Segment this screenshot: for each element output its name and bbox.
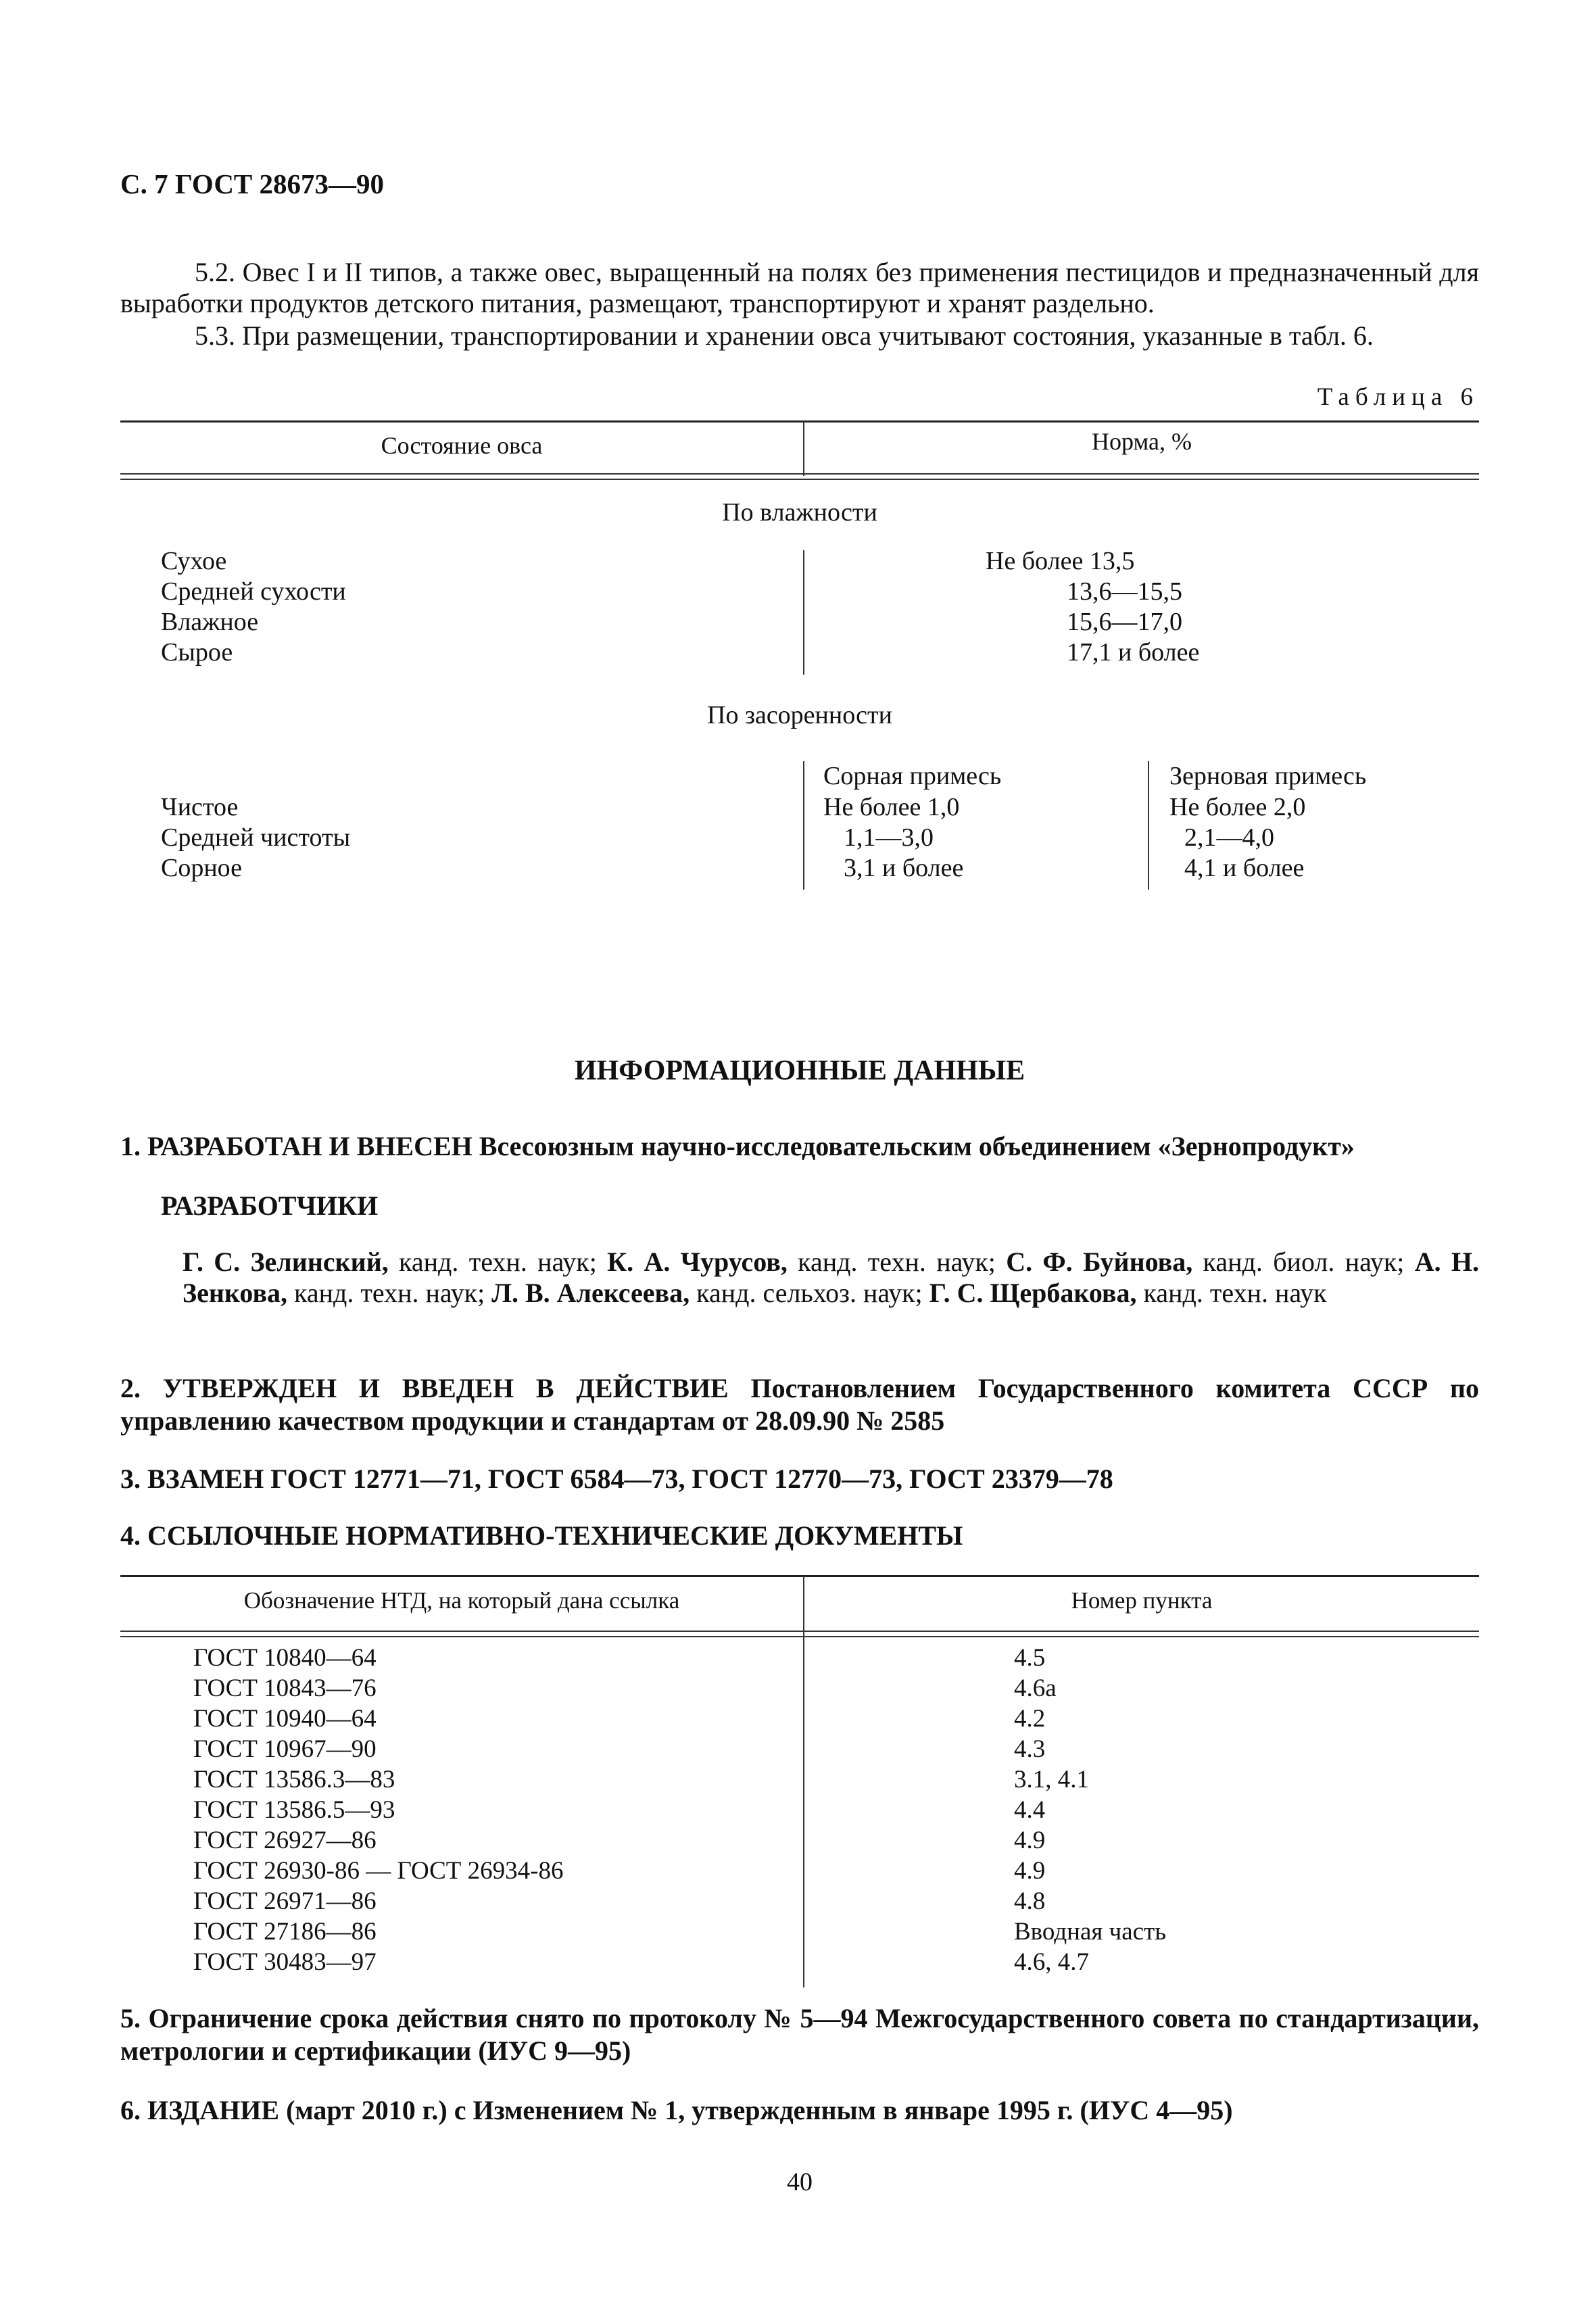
ref-clause: 4.4 xyxy=(1014,1796,1046,1824)
paragraph-5-2: 5.2. Овес I и II типов, а также овес, выращенный на полях без применения пестицидов и предназначенный для выработки продуктов детского питания, размещают, транспортируют и хранят раздельно. xyxy=(120,257,1479,318)
developer-name: С. Ф. Буйнова, xyxy=(1006,1247,1193,1277)
developer-degree: канд. биол. наук; xyxy=(1192,1247,1415,1277)
paragraph-5-3: 5.3. При размещении, транспортировании и хранении овса учитывают состояния, указанные в табл. 6. xyxy=(195,320,1374,351)
moisture-state: Сухое xyxy=(161,547,227,575)
table-6-col-state: Состояние овса xyxy=(381,432,543,459)
section-moisture: По влажности xyxy=(722,498,877,527)
grain-value: 2,1—4,0 xyxy=(1184,823,1274,852)
info-item-3: 3. ВЗАМЕН ГОСТ 12771—71, ГОСТ 6584—73, ГОСТ 12770—73, ГОСТ 23379—78 xyxy=(120,1464,1113,1494)
page-header: С. 7 ГОСТ 28673—90 xyxy=(120,168,385,199)
weed-value: 1,1—3,0 xyxy=(844,823,934,852)
developer-degree: канд. техн. наук; xyxy=(388,1247,608,1277)
developer-name: Л. В. Алексеева, xyxy=(491,1278,690,1308)
ref-docs xyxy=(193,1643,563,1977)
table-6-label: Таблица 6 xyxy=(1317,383,1479,411)
weed-header xyxy=(823,761,1001,792)
ref-doc: ГОСТ 13586.5—93 xyxy=(193,1796,395,1824)
moisture-divider xyxy=(803,550,804,675)
developer-name: Г. С. Зелинский, xyxy=(183,1247,389,1277)
grain-values xyxy=(1169,792,1305,884)
ref-clause: 4.9 xyxy=(1014,1857,1046,1885)
ref-clause: 4.9 xyxy=(1014,1827,1046,1854)
ref-clause: 4.8 xyxy=(1014,1887,1046,1915)
ref-col-clause: Номер пункта xyxy=(1071,1587,1213,1614)
weed-values xyxy=(823,792,963,884)
moisture-norm: Не более 13,5 xyxy=(986,547,1135,575)
grain-header-label: Зерновая примесь xyxy=(1169,762,1367,790)
ref-clauses xyxy=(1014,1643,1166,1977)
developer-name: Г. С. Щербакова, xyxy=(929,1278,1137,1308)
info-title: ИНФОРМАЦИОННЫЕ ДАННЫЕ xyxy=(574,1055,1025,1086)
contamination-state: Чистое xyxy=(161,793,239,821)
developer-name: К. А. Чурусов, xyxy=(607,1247,788,1277)
developer-degree: канд. сельхоз. наук; xyxy=(690,1278,929,1308)
ref-table-divider xyxy=(803,1632,804,1987)
weed-value: Не более 1,0 xyxy=(823,793,960,821)
weed-value: 3,1 и более xyxy=(844,854,964,882)
ref-doc: ГОСТ 30483—97 xyxy=(193,1948,377,1976)
info-item-6: 6. ИЗДАНИЕ (март 2010 г.) с Изменением № 1, утвержденным в январе 1995 г. (ИУС 4—95) xyxy=(120,2095,1233,2125)
moisture-norm: 15,6—17,0 xyxy=(1067,608,1182,636)
moisture-state: Влажное xyxy=(161,608,259,636)
ref-doc: ГОСТ 10940—64 xyxy=(193,1705,377,1733)
grain-value: 4,1 и более xyxy=(1184,854,1305,882)
ref-table-top-rule xyxy=(120,1575,1479,1577)
developers-list xyxy=(183,1247,1479,1309)
table-6-header-rule xyxy=(120,473,1479,480)
weed-header-label: Сорная примесь xyxy=(823,762,1002,790)
ref-clause: Вводная часть xyxy=(1014,1918,1167,1946)
moisture-norm: 13,6—15,5 xyxy=(1067,577,1182,606)
ref-clause: 4.6а xyxy=(1014,1674,1057,1702)
contamination-state: Средней чистоты xyxy=(161,823,351,852)
info-item-1: 1. РАЗРАБОТАН И ВНЕСЕН Всесоюзным научно-исследовательским объединением «Зернопродукт» xyxy=(120,1131,1355,1161)
contamination-divider-1 xyxy=(803,761,804,890)
developer-degree: канд. техн. наук; xyxy=(287,1278,492,1308)
developer-name: А. Н. Зенкова, xyxy=(183,1247,1479,1308)
ref-doc: ГОСТ 26971—86 xyxy=(193,1887,377,1915)
grain-header xyxy=(1169,761,1366,792)
info-item-2: 2. УТВЕРЖДЕН И ВВЕДЕН В ДЕЙСТВИЕ Постановлением Государственного комитета СССР по управлению качеством продукции и стандартам от 28.09.90 № 2585 xyxy=(120,1373,1479,1436)
section-contamination: По засоренности xyxy=(707,701,892,729)
contamination-state: Сорное xyxy=(161,854,243,882)
ref-doc: ГОСТ 10843—76 xyxy=(193,1674,377,1702)
info-item-4: 4. ССЫЛОЧНЫЕ НОРМАТИВНО-ТЕХНИЧЕСКИЕ ДОКУМЕНТЫ xyxy=(120,1520,963,1551)
moisture-norm: 17,1 и более xyxy=(1067,638,1200,667)
ref-doc: ГОСТ 26930-86 — ГОСТ 26934-86 xyxy=(193,1857,564,1885)
ref-clause: 4.5 xyxy=(1014,1644,1046,1672)
ref-col-doc: Обозначение НТД, на который дана ссылка xyxy=(243,1587,680,1614)
contamination-states xyxy=(161,792,350,884)
moisture-states xyxy=(161,546,346,668)
moisture-state: Сырое xyxy=(161,638,233,667)
ref-doc: ГОСТ 10967—90 xyxy=(193,1735,377,1763)
ref-doc: ГОСТ 27186—86 xyxy=(193,1918,377,1946)
page-number: 40 xyxy=(787,2168,813,2196)
developer-degree: канд. техн. наук xyxy=(1136,1278,1327,1308)
ref-clause: 4.2 xyxy=(1014,1705,1046,1733)
ref-clause: 4.3 xyxy=(1014,1735,1046,1763)
table-6-top-rule xyxy=(120,420,1479,423)
ref-doc: ГОСТ 13586.3—83 xyxy=(193,1766,395,1793)
info-item-5: 5. Ограничение срока действия снято по протоколу № 5—94 Межгосударственного совета по стандартизации, метрологии и сертификации (ИУС 9—95) xyxy=(120,2003,1479,2066)
ref-doc: ГОСТ 10840—64 xyxy=(193,1644,377,1672)
developer-degree: канд. техн. наук; xyxy=(787,1247,1007,1277)
grain-value: Не более 2,0 xyxy=(1169,793,1306,821)
table-6-col-norm: Норма, % xyxy=(1092,428,1192,455)
ref-clause: 4.6, 4.7 xyxy=(1014,1948,1089,1976)
ref-doc: ГОСТ 26927—86 xyxy=(193,1827,377,1854)
ref-clause: 3.1, 4.1 xyxy=(1014,1766,1089,1793)
developers-title: РАЗРАБОТЧИКИ xyxy=(161,1190,379,1221)
moisture-state: Средней сухости xyxy=(161,577,346,606)
moisture-norms xyxy=(986,546,1199,668)
ref-table-header-rule xyxy=(120,1631,1479,1637)
contamination-divider-2 xyxy=(1148,761,1149,890)
